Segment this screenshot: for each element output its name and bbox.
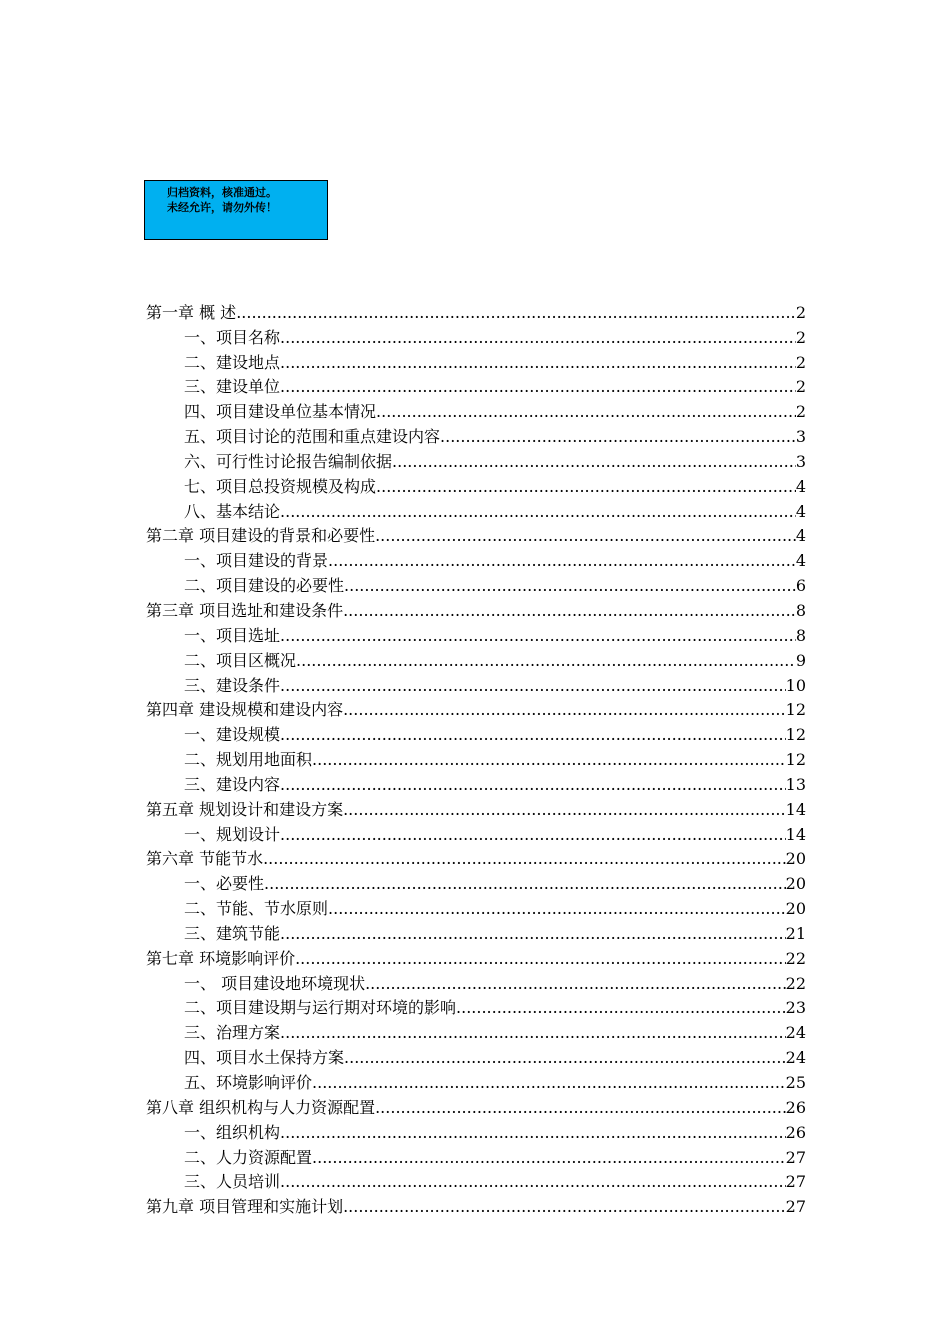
toc-entry-title: 二、项目区概况 (184, 650, 297, 670)
toc-entry-title: 二、规划用地面积 (184, 750, 313, 770)
archive-stamp (144, 180, 328, 240)
toc-page-number: 2 (795, 402, 806, 422)
toc-dot-leader (264, 874, 786, 894)
toc-section-row[interactable] (146, 348, 806, 373)
toc-dot-leader (295, 949, 786, 969)
toc-page-number: 9 (795, 650, 806, 670)
toc-entry-title: 五、环境影响评价 (184, 1073, 313, 1092)
toc-section-row[interactable] (146, 323, 806, 348)
toc-page-number: 26 (785, 1122, 806, 1142)
toc-page-number: 24 (785, 1048, 806, 1068)
toc-entry-title: 二、节能、节水原则 (184, 899, 329, 919)
toc-section-row[interactable] (146, 373, 806, 398)
toc-entry-title: 八、基本结论 (184, 501, 281, 521)
toc-chapter-row[interactable] (146, 1192, 806, 1217)
toc-page-number: 26 (785, 1097, 806, 1117)
toc-section-row[interactable] (146, 770, 806, 795)
toc-dot-leader (440, 427, 796, 447)
toc-entry-title: 三、建筑节能 (184, 923, 281, 943)
toc-section-row[interactable] (146, 1018, 806, 1043)
toc-chapter-row[interactable] (146, 522, 806, 547)
toc-dot-leader (344, 1048, 786, 1068)
toc-page-number: 27 (785, 1197, 806, 1217)
toc-page-number: 4 (795, 526, 806, 546)
toc-entry-title: 二、项目建设的必要性 (184, 576, 345, 596)
toc-section-row[interactable] (146, 894, 806, 919)
toc-entry-title: 三、治理方案 (184, 1023, 281, 1043)
toc-entry-title: 一、组织机构 (184, 1122, 281, 1142)
toc-dot-leader (280, 924, 786, 944)
toc-dot-leader (280, 1123, 786, 1143)
toc-page-number: 12 (785, 750, 806, 770)
toc-dot-leader (280, 328, 796, 348)
toc-section-row[interactable] (146, 571, 806, 596)
toc-page-number: 22 (785, 973, 806, 993)
toc-page-number: 2 (795, 352, 806, 372)
toc-section-row[interactable] (146, 646, 806, 671)
toc-section-row[interactable] (146, 745, 806, 770)
toc-page-number: 20 (785, 899, 806, 919)
toc-dot-leader (376, 477, 796, 497)
toc-page-number: 13 (785, 774, 806, 794)
stamp-line-1: 归档资料，核准通过。 (167, 186, 277, 199)
toc-entry-title: 一、项目建设的背景 (184, 551, 329, 571)
toc-section-row[interactable] (146, 919, 806, 944)
toc-entry-title: 三、人员培训 (184, 1172, 281, 1192)
toc-chapter-row[interactable] (146, 696, 806, 721)
toc-entry-title: 四、项目水土保持方案 (184, 1048, 345, 1068)
toc-entry-title: 四、项目建设单位基本情况 (184, 402, 377, 422)
toc-chapter-row[interactable] (146, 596, 806, 621)
toc-dot-leader (312, 1073, 786, 1093)
toc-entry-title: 一、规划设计 (184, 824, 281, 844)
toc-dot-leader (375, 526, 796, 546)
toc-dot-leader (280, 377, 796, 397)
toc-page-number: 14 (785, 824, 806, 844)
toc-page-number: 4 (795, 476, 806, 496)
toc-entry-title: 一、项目名称 (184, 327, 281, 347)
toc-entry-title: 五、项目讨论的范围和重点建设内容 (184, 427, 441, 447)
toc-page-number: 23 (785, 998, 806, 1018)
toc-entry-title: 一、必要性 (184, 874, 265, 894)
toc-section-row[interactable] (146, 447, 806, 472)
toc-page-number: 8 (795, 600, 806, 620)
toc-entry-title: 二、建设地点 (184, 352, 281, 372)
toc-section-row[interactable] (146, 472, 806, 497)
table-of-contents (146, 298, 806, 1217)
toc-dot-leader (280, 1172, 786, 1192)
toc-page-number: 12 (785, 700, 806, 720)
toc-dot-leader (376, 402, 796, 422)
toc-dot-leader (280, 502, 796, 522)
toc-page-number: 3 (795, 427, 806, 447)
toc-page-number: 24 (785, 1023, 806, 1043)
toc-dot-leader (456, 998, 786, 1018)
toc-dot-leader (328, 899, 786, 919)
toc-entry-title: 二、项目建设期与运行期对环境的影响 (184, 998, 457, 1018)
toc-dot-leader (328, 551, 796, 571)
toc-page-number: 8 (795, 625, 806, 645)
toc-dot-leader (365, 974, 786, 994)
toc-page-number: 27 (785, 1147, 806, 1167)
toc-dot-leader (344, 576, 796, 596)
toc-entry-title: 第五章 规划设计和建设方案 (146, 799, 344, 819)
toc-entry-title: 一、 项目建设地环境现状 (184, 973, 366, 993)
toc-chapter-row[interactable] (146, 298, 806, 323)
toc-section-row[interactable] (146, 1043, 806, 1068)
toc-dot-leader (312, 750, 786, 770)
toc-entry-title: 七、项目总投资规模及构成 (184, 476, 377, 496)
toc-page-number: 14 (785, 799, 806, 819)
toc-entry-title: 第二章 项目建设的背景和必要性 (146, 526, 376, 546)
toc-dot-leader (280, 626, 796, 646)
toc-entry-title: 第三章 项目选址和建设条件 (146, 600, 344, 620)
toc-dot-leader (375, 1098, 786, 1118)
toc-entry-title: 第七章 环境影响评价 (146, 948, 296, 968)
toc-entry-title: 二、人力资源配置 (184, 1147, 313, 1167)
toc-entry-title: 第九章 项目管理和实施计划 (146, 1197, 344, 1217)
toc-entry-title: 一、建设规模 (184, 725, 281, 745)
toc-section-row[interactable] (146, 969, 806, 994)
toc-entry-title: 第一章 概 述 (146, 302, 237, 322)
toc-page-number: 20 (785, 874, 806, 894)
toc-entry-title: 三、建设单位 (184, 377, 281, 397)
toc-section-row[interactable] (146, 546, 806, 571)
toc-dot-leader (280, 1023, 786, 1043)
toc-page-number: 10 (785, 675, 806, 695)
toc-page-number: 21 (785, 923, 806, 943)
toc-page-number: 2 (795, 327, 806, 347)
toc-dot-leader (343, 601, 796, 621)
toc-section-row[interactable] (146, 422, 806, 447)
toc-section-row[interactable] (146, 869, 806, 894)
toc-dot-leader (343, 700, 786, 720)
toc-section-row[interactable] (146, 994, 806, 1019)
toc-dot-leader (280, 775, 786, 795)
toc-section-row[interactable] (146, 820, 806, 845)
toc-section-row[interactable] (146, 1118, 806, 1143)
toc-entry-title: 第八章 组织机构与人力资源配置 (146, 1097, 376, 1117)
toc-section-row[interactable] (146, 1168, 806, 1193)
toc-section-row[interactable] (146, 397, 806, 422)
toc-page-number: 2 (795, 377, 806, 397)
toc-dot-leader (280, 676, 786, 696)
toc-section-row[interactable] (146, 1068, 806, 1093)
toc-entry-title: 一、项目选址 (184, 625, 281, 645)
toc-dot-leader (280, 825, 786, 845)
toc-page-number: 27 (785, 1172, 806, 1192)
toc-dot-leader (392, 452, 796, 472)
toc-section-row[interactable] (146, 621, 806, 646)
toc-entry-title: 六、可行性讨论报告编制依据 (184, 451, 393, 471)
toc-dot-leader (263, 849, 786, 869)
toc-entry-title: 三、建设条件 (184, 675, 281, 695)
toc-page-number: 22 (785, 948, 806, 968)
toc-chapter-row[interactable] (146, 944, 806, 969)
toc-entry-title: 三、建设内容 (184, 774, 281, 794)
toc-page-number: 2 (795, 302, 806, 322)
toc-dot-leader (236, 303, 796, 323)
toc-dot-leader (280, 353, 796, 373)
toc-section-row[interactable] (146, 720, 806, 745)
toc-chapter-row[interactable] (146, 1093, 806, 1118)
toc-dot-leader (343, 1197, 786, 1217)
toc-page-number: 12 (785, 725, 806, 745)
toc-dot-leader (280, 725, 786, 745)
toc-section-row[interactable] (146, 497, 806, 522)
toc-entry-title: 第六章 节能节水 (146, 849, 264, 869)
toc-page-number: 6 (795, 576, 806, 596)
toc-section-row[interactable] (146, 1143, 806, 1168)
stamp-line-2: 未经允许，请勿外传！ (167, 201, 277, 214)
toc-chapter-row[interactable] (146, 845, 806, 870)
toc-entry-title: 第四章 建设规模和建设内容 (146, 700, 344, 720)
toc-chapter-row[interactable] (146, 795, 806, 820)
toc-page-number: 20 (785, 849, 806, 869)
toc-page-number: 25 (785, 1073, 806, 1092)
toc-page-number: 3 (795, 451, 806, 471)
toc-section-row[interactable] (146, 671, 806, 696)
toc-dot-leader (296, 651, 796, 671)
toc-page-number: 4 (795, 501, 806, 521)
toc-dot-leader (312, 1148, 786, 1168)
toc-dot-leader (343, 800, 786, 820)
toc-page-number: 4 (795, 551, 806, 571)
